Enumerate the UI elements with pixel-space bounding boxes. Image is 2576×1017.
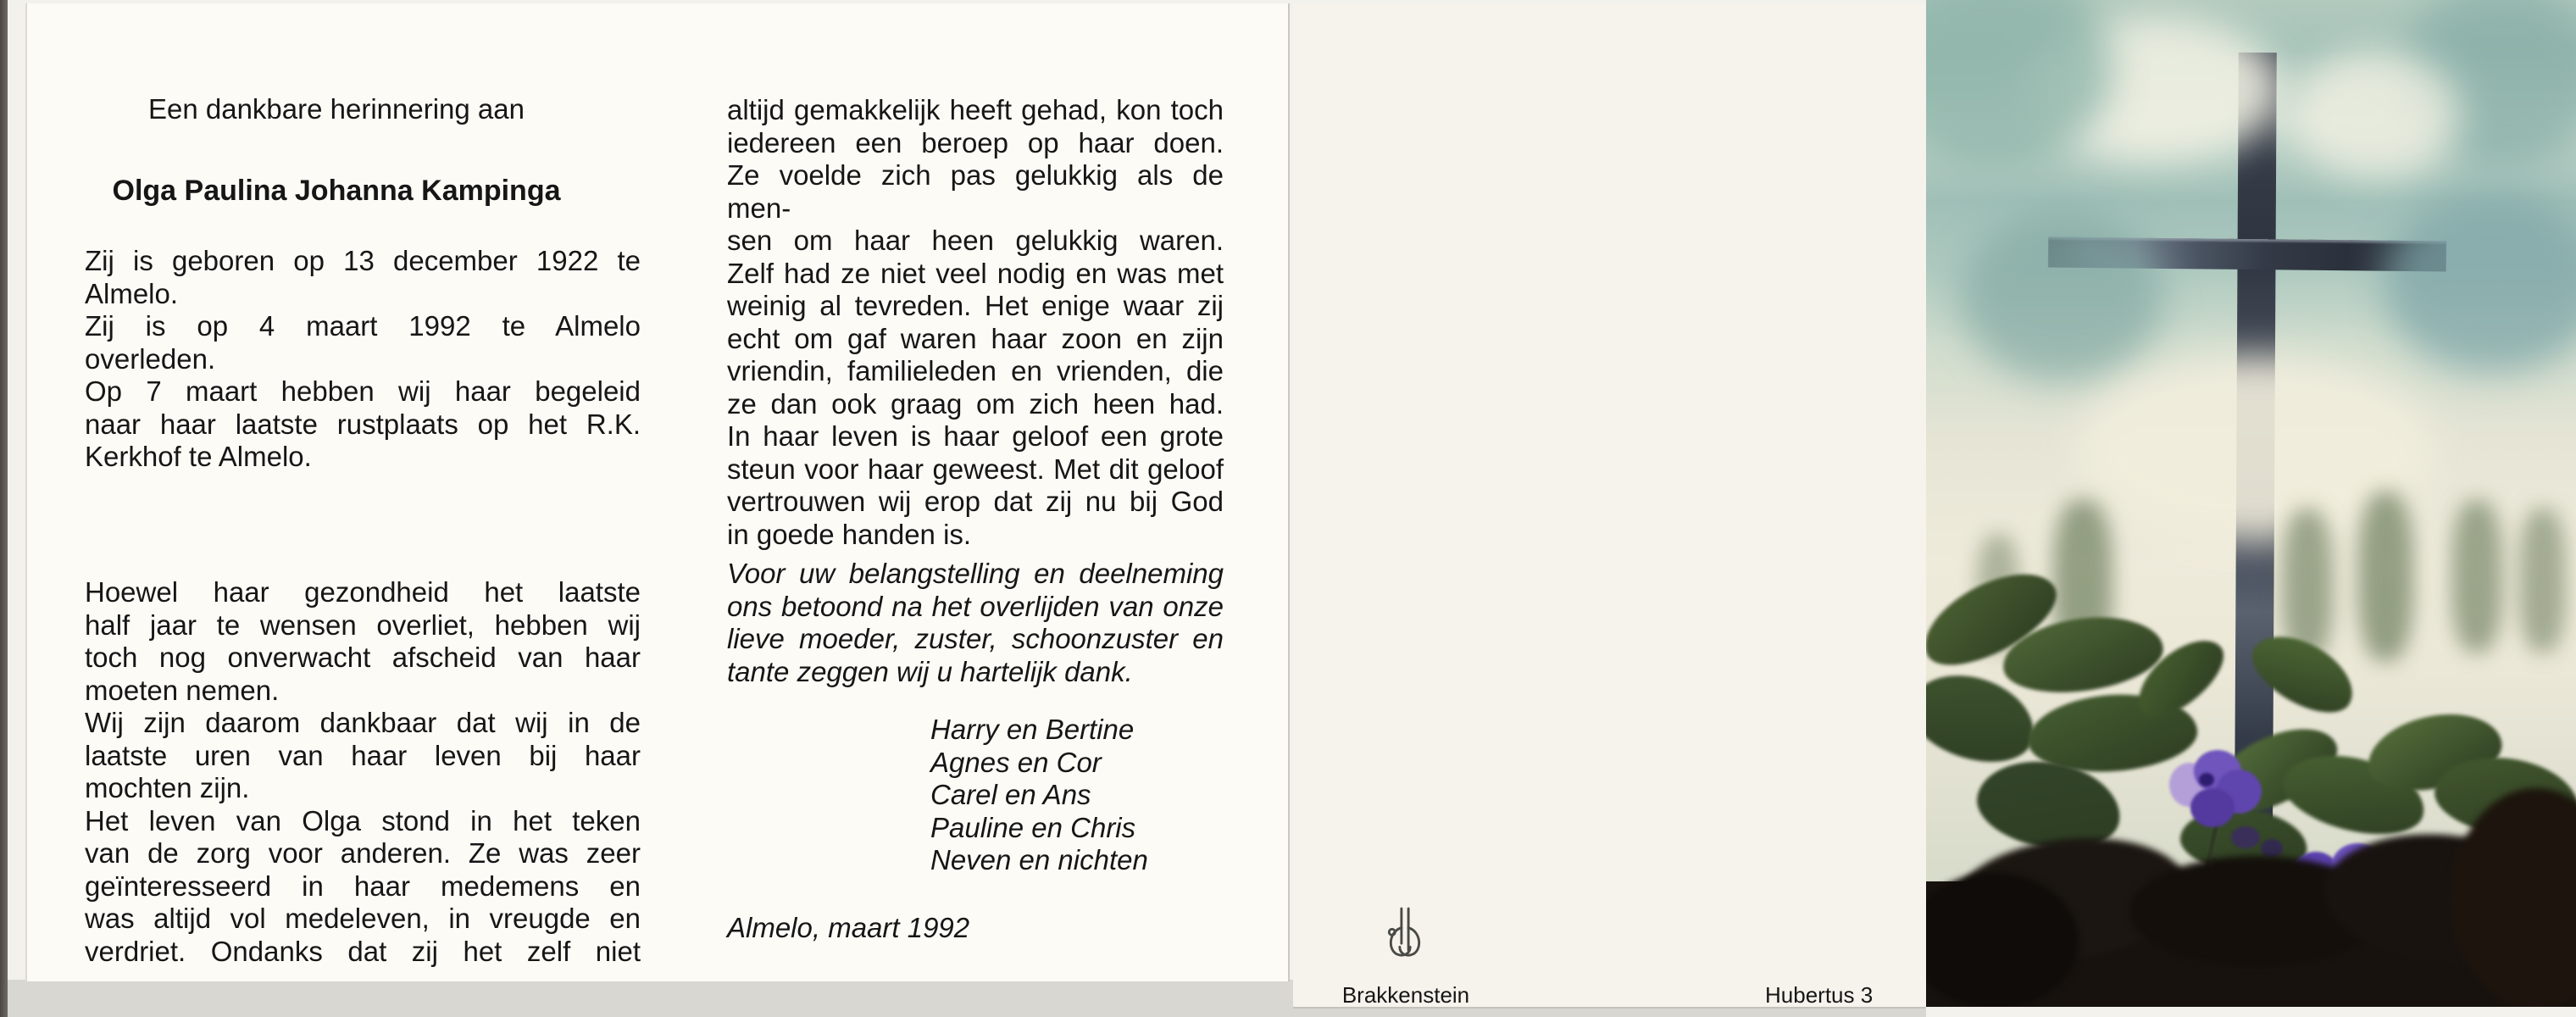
text-line: Op 7 maart hebben wij haar begeleid	[85, 375, 641, 407]
text-line: half jaar te wensen overliet, hebben wij	[85, 609, 641, 641]
text-line: geïnteresseerd in haar medemens en	[85, 870, 641, 902]
photo-bottom-margin	[1926, 1007, 2576, 1017]
text-line: was altijd vol medeleven, in vreugde en	[85, 903, 641, 934]
violet-flower-petal	[2261, 839, 2283, 858]
text-line: Voor uw belangstelling en deelneming	[727, 558, 1224, 589]
dateline: Almelo, maart 1992	[727, 912, 970, 943]
text-line: In haar leven is haar geloof een grote	[727, 420, 1224, 452]
text-line: overleden.	[85, 342, 216, 375]
text-line: tante zeggen wij u hartelijk dank.	[727, 655, 1133, 687]
birth-death-paragraph	[85, 245, 641, 474]
violet-flower-petal	[2231, 826, 2260, 848]
text-line: altijd gemakkelijk heeft gehad, kon toch	[727, 94, 1224, 125]
text-line: Harry en Bertine	[930, 714, 1135, 745]
publisher-name: Brakkenstein	[1341, 982, 1470, 1008]
window-blur-patch	[2290, 51, 2460, 178]
text-line: Carel en Ans	[930, 779, 1091, 810]
text-line: vriendin, familieleden en vrienden, die	[727, 355, 1224, 386]
window-blur-patch	[1960, 212, 2163, 381]
text-line: lieve moeder, zuster, schoonzuster en	[727, 623, 1224, 654]
blurred-foliage-streak	[2358, 492, 2413, 661]
text-line: weinig al tevreden. Het enige waar zij	[727, 290, 1224, 321]
text-line: mochten zijn.	[85, 772, 250, 803]
scan-edge	[0, 0, 8, 1017]
text-line: iedereen een beroep op haar doen.	[727, 126, 1224, 158]
text-line: naar haar laatste rustplaats op het R.K.	[85, 408, 641, 440]
deceased-name: Olga Paulina Johanna Kampinga	[112, 175, 561, 207]
violet-flower-petal	[2199, 773, 2214, 786]
cross-photo	[1926, 0, 2576, 1007]
text-line: laatste uren van haar leven bij haar	[85, 739, 641, 771]
life-paragraph	[85, 576, 641, 968]
text-line: moeten nemen.	[85, 674, 280, 706]
blurred-foliage-streak	[2519, 508, 2566, 653]
text-line: echt om gaf waren haar zoon en zijn	[727, 322, 1224, 354]
text-line: Zij is op 4 maart 1992 te Almelo	[85, 310, 641, 342]
text-line: vertrouwen wij erop dat zij nu bij God	[727, 486, 1224, 517]
text-line: Wij zijn daarom dankbaar dat wij in de	[85, 707, 641, 738]
brakkenstein-monogram-icon	[1384, 905, 1426, 971]
text-line: sen om haar heen gelukkig waren.	[727, 225, 1224, 256]
text-line: Pauline en Chris	[930, 811, 1136, 843]
text-line: Hoewel haar gezondheid het laatste	[85, 576, 641, 608]
series-label: Hubertus 3	[1765, 982, 1874, 1008]
memorial-heading: Een dankbare herinnering aan	[147, 93, 525, 125]
text-line: Almelo.	[85, 277, 179, 309]
thanks-paragraph	[727, 558, 1224, 688]
text-line: Neven en nichten	[930, 844, 1148, 875]
text-line: in goede handen is.	[727, 518, 972, 550]
text-line: verdriet. Ondanks dat zij het zelf niet	[85, 935, 641, 967]
violet-flower-petal	[2190, 788, 2235, 827]
text-line: Zij is geboren op 13 december 1922 te	[85, 245, 641, 276]
card-back-cover	[1293, 3, 1926, 1009]
text-line: steun voor haar geweest. Met dit geloof	[727, 453, 1224, 485]
text-line: ons betoond na het overlijden van onze	[727, 590, 1224, 622]
text-line: Zelf had ze niet veel nodig en was met	[727, 257, 1224, 289]
text-line: Kerkhof te Almelo.	[85, 441, 312, 472]
text-line: van de zorg voor anderen. Ze was zeer	[85, 837, 641, 869]
window-blur-patch	[2384, 195, 2576, 373]
character-paragraph	[727, 94, 1224, 551]
blurred-foliage-streak	[2451, 500, 2502, 653]
text-line: Het leven van Olga stond in het teken	[85, 804, 641, 836]
text-line: Agnes en Cor	[930, 746, 1102, 778]
family-names-list	[930, 714, 1286, 877]
text-line: toch nog onverwacht afscheid van haar	[85, 642, 641, 673]
text-line: ze dan ook graag om zich heen had.	[727, 387, 1224, 420]
text-line: Ze voelde zich pas gelukkig als de men-	[727, 159, 1224, 224]
